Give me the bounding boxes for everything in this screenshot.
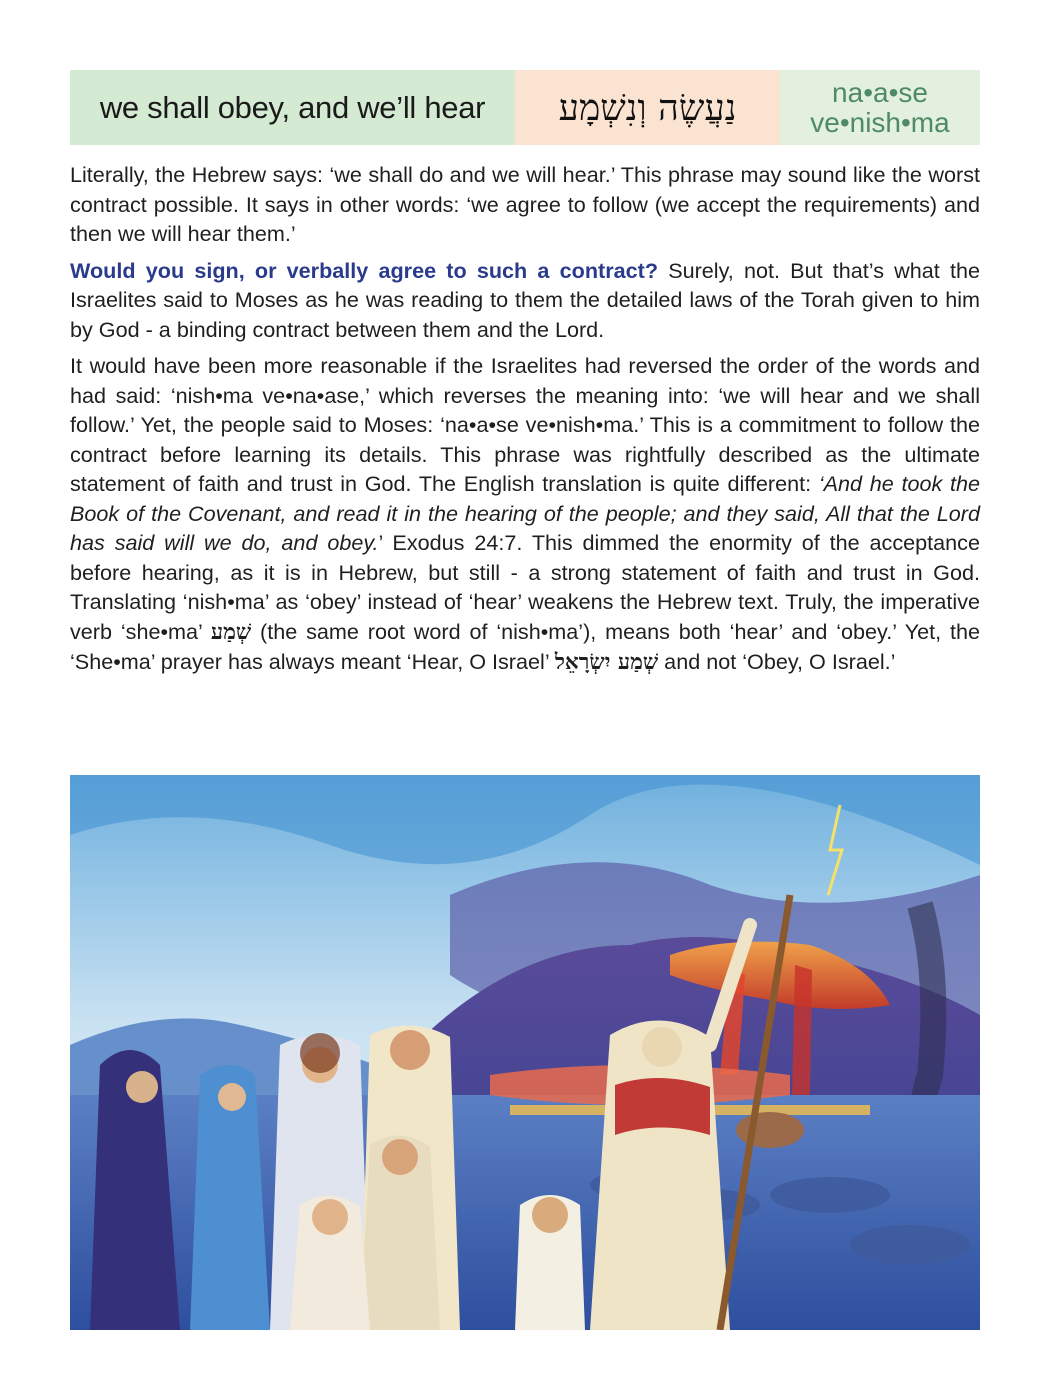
header-english-phrase: we shall obey, and we’ll hear	[70, 70, 515, 145]
paragraph-3-part-c: (the same root word of ‘nish•ma’), means both ‘hear’ and ‘obey.’ Yet, the ‘She•ma’ prayer has always meant ‘Hear, O Israel’	[70, 618, 980, 674]
hebrew-shema-israel: שְׁמַע יִשְׂרָאֵל	[554, 650, 659, 675]
lava-stream-2	[792, 965, 812, 1095]
paragraph-2-text: Surely, not. But that’s what the Israelites said to Moses as he was reading to them the detailed laws of the Torah given to him by God - a binding contract between them and the Lord.	[70, 257, 980, 342]
header-transliteration	[780, 70, 980, 145]
paragraph-3-part-b: ’ Exodus 24:7. This dimmed the enormity of the acceptance before hearing, as it is in Hebrew, but still - a strong statement of faith and trust in God. Translating ‘nish•ma’ as ‘obey’ instead of ‘hear’ weakens the Hebrew text. Truly, the imperative verb ‘she•ma’	[70, 530, 980, 644]
paragraph-3-part-d: and not ‘Obey, O Israel.’	[658, 649, 896, 674]
child-face	[382, 1139, 418, 1175]
woman-blue-face	[218, 1083, 246, 1111]
small-child-face	[312, 1199, 348, 1235]
transliteration-line-1: na•a•se	[832, 76, 928, 108]
paragraph-2	[70, 256, 980, 345]
paragraph-3-part-a: It would have been more reasonable if the Israelites had reversed the order of the words and had said: ‘nish•ma ve•na•ase,’ which reverses the meaning into: ‘we will hear and we shall follow.’ Yet, the people said to Moses: ‘na•a•se ve•nish•ma.’ This is a commitment to follow the contract before learning its details. This phrase was rightfully described as the ultimate statement of faith and trust in God. The English translation is quite different:	[70, 353, 980, 496]
paragraph-1-text: Literally, the Hebrew says: ‘we shall do and we will hear.’ This phrase may sound like the worst contract possible. It says in other words: ‘we agree to follow (we accept the requirements) and then we will hear them.’	[70, 162, 980, 246]
hebrew-shema: שְׁמַע	[210, 619, 252, 645]
question-highlight: Would you sign, or verbally agree to such a contract?	[70, 257, 659, 283]
transliteration-line-2: ve•nish•ma	[810, 106, 950, 138]
header-hebrew-phrase: נַעֲשֶׂה וְנִשְׁמָע	[515, 70, 780, 145]
moses-head-covering	[642, 1027, 682, 1067]
exodus-quote: ‘And he took the Book of the Covenant, and read it in the hearing of the people; and they said, All that the Lord has said will we do, and obey.	[70, 471, 981, 555]
illustration-mount-sinai	[70, 775, 980, 1330]
curly-hair	[300, 1033, 340, 1073]
camel	[736, 1112, 804, 1148]
illustration-svg	[70, 775, 980, 1330]
paragraph-1	[70, 160, 980, 249]
bearded-man-face	[390, 1030, 430, 1070]
header-band	[70, 70, 980, 145]
moses-robe	[590, 1020, 730, 1330]
woman-face	[126, 1071, 158, 1103]
moses-red-sash	[615, 1078, 710, 1135]
paragraph-3	[70, 351, 980, 678]
body-text	[70, 160, 980, 685]
boy-face	[532, 1197, 568, 1233]
